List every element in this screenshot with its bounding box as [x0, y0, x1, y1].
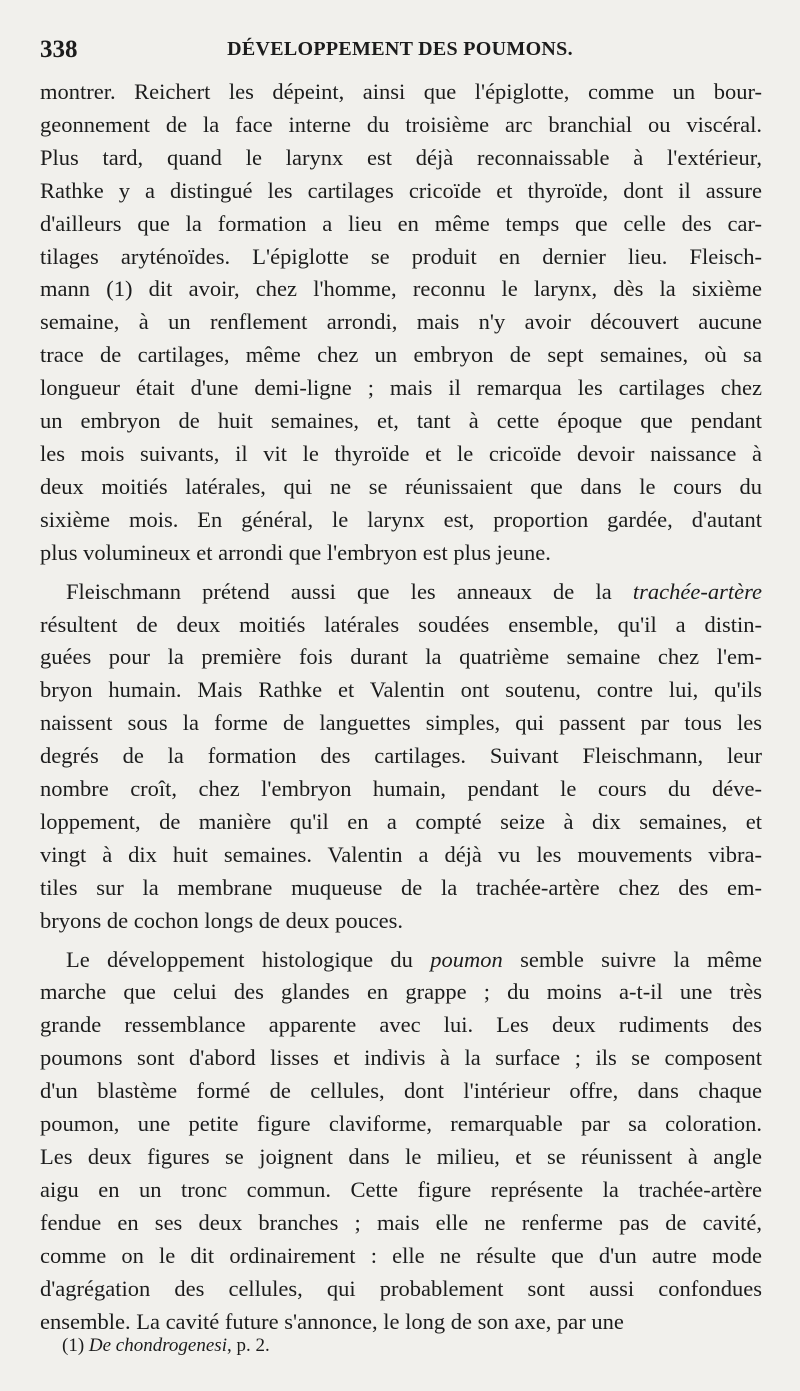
text-line: bryon humain. Mais Rathke et Valentin ont soutenu, contre lui, qu'ils — [40, 677, 762, 703]
italic-term: poumon — [430, 946, 503, 972]
text-line: grande ressemblance apparente avec lui. Les deux rudiments des — [40, 1012, 762, 1038]
text-line: Fleischmann prétend aussi que les anneaux de la trachée-artère — [66, 578, 762, 604]
text-line: Plus tard, quand le larynx est déjà reconnaissable à l'extérieur, — [40, 144, 762, 170]
paragraph-3 — [40, 944, 762, 1339]
page-number: 338 — [40, 36, 78, 63]
text-line: Le développement histologique du poumon semble suivre la même — [66, 946, 762, 972]
text-line: marche que celui des glandes en grappe ; du moins a-t-il une très — [40, 979, 762, 1005]
paragraph-1 — [40, 76, 762, 570]
text-line: d'un blastème formé de cellules, dont l'intérieur offre, dans chaque — [40, 1078, 762, 1104]
text-line: aigu en un tronc commun. Cette figure représente la trachée-artère — [40, 1176, 762, 1202]
paragraph-2 — [40, 576, 762, 938]
text-line: mann (1) dit avoir, chez l'homme, reconnu le larynx, dès la sixième — [40, 276, 762, 302]
text-line: d'ailleurs que la formation a lieu en même temps que celle des car- — [40, 210, 762, 236]
text-line: les mois suivants, il vit le thyroïde et le cricoïde devoir naissance à — [40, 440, 762, 466]
body-text — [40, 76, 762, 1338]
text-line: semaine, à un renflement arrondi, mais n'y avoir découvert aucune — [40, 309, 762, 335]
text-line: plus volumineux et arrondi que l'embryon est plus jeune. — [40, 539, 551, 565]
text-line: longueur était d'une demi-ligne ; mais il remarqua les cartilages chez — [40, 375, 762, 401]
text-line: sixième mois. En général, le larynx est, proportion gardée, d'autant — [40, 506, 762, 532]
text-line: tiles sur la membrane muqueuse de la trachée-artère chez des em- — [40, 874, 762, 900]
footnote-rest: , p. 2. — [226, 1335, 270, 1356]
text-line: montrer. Reichert les dépeint, ainsi que l'épiglotte, comme un bour- — [40, 79, 762, 104]
text-line: guées pour la première fois durant la quatrième semaine chez l'em- — [40, 644, 762, 670]
text-line: naissent sous la forme de languettes simples, qui passent par tous les — [40, 710, 762, 736]
running-title: DÉVELOPPEMENT DES POUMONS. — [227, 38, 573, 60]
footnote — [62, 1335, 270, 1357]
text-line: bryons de cochon longs de deux pouces. — [40, 907, 404, 933]
text-line: degrés de la formation des cartilages. Suivant Fleischmann, leur — [40, 743, 762, 769]
text-line: poumon, une petite figure claviforme, remarquable par sa coloration. — [40, 1111, 762, 1137]
text-line: deux moitiés latérales, qui ne se réunissaient que dans le cours du — [40, 473, 762, 499]
text-line: vingt à dix huit semaines. Valentin a déjà vu les mouvements vibra- — [40, 841, 762, 867]
text-line: un embryon de huit semaines, et, tant à cette époque que pendant — [40, 408, 762, 434]
footnote-marker: (1) — [62, 1335, 85, 1356]
footnote-title: De chondrogenesi — [88, 1335, 227, 1356]
text-line: poumons sont d'abord lisses et indivis à la surface ; ils se composent — [40, 1045, 762, 1071]
text-line: tilages aryténoïdes. L'épiglotte se produit en dernier lieu. Fleisch- — [40, 243, 762, 269]
text-line: résultent de deux moitiés latérales soudées ensemble, qu'il a distin- — [40, 611, 762, 637]
text-line: fendue en ses deux branches ; mais elle ne renferme pas de cavité, — [40, 1209, 762, 1235]
text-line: nombre croît, chez l'embryon humain, pendant le cours du déve- — [40, 776, 762, 802]
text-line: loppement, de manière qu'il en a compté seize à dix semaines, et — [40, 808, 762, 834]
text-line: comme on le dit ordinairement : elle ne résulte que d'un autre mode — [40, 1242, 762, 1268]
text-line: trace de cartilages, même chez un embryon de sept semaines, où sa — [40, 342, 762, 368]
text-line: ensemble. La cavité future s'annonce, le long de son axe, par une — [40, 1308, 624, 1334]
text-line: Rathke y a distingué les cartilages cricoïde et thyroïde, dont il assure — [40, 177, 762, 203]
text-line: d'agrégation des cellules, qui probablement sont aussi confondues — [40, 1275, 762, 1301]
italic-term: trachée-artère — [632, 578, 762, 604]
text-line: Les deux figures se joignent dans le milieu, et se réunissent à angle — [40, 1144, 762, 1169]
text-line: geonnement de la face interne du troisième arc branchial ou viscéral. — [40, 111, 762, 137]
page-header — [40, 36, 760, 70]
